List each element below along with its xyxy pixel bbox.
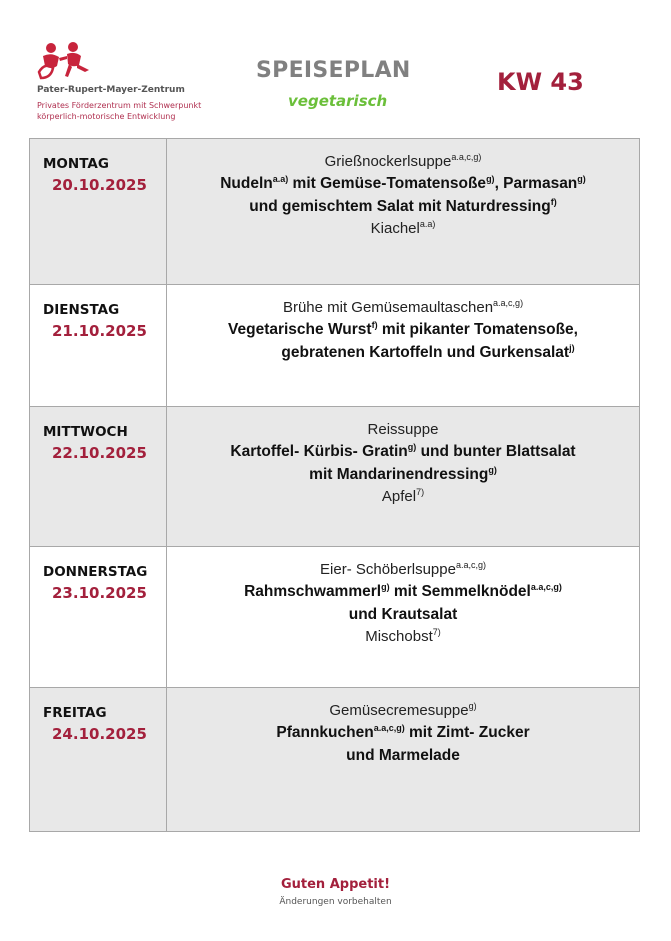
main-course-line1: Vegetarische Wurst$^{f)}$ mit pikanter Tomatensoße, (228, 319, 578, 338)
day-cell (30, 688, 167, 832)
org-subtitle (37, 100, 201, 122)
org-subtitle-line1: Privates Förderzentrum mit Schwerpunkt (37, 101, 202, 110)
day-date: 22.10.2025 (52, 444, 147, 462)
main-course-line1: Pfannkuchen$^{a.a,c,g)}$ mit Zimt- Zucker (276, 722, 530, 741)
dish-cell (167, 139, 640, 285)
page-title: SPEISEPLAN (256, 58, 411, 83)
dish-cell (167, 285, 640, 407)
dish-cell (167, 407, 640, 547)
main-course-line1: Nudeln$^{a.a)}$ mit Gemüse-Tomatensoße$^{g)}$, Parmasan$^{g)}$ (220, 173, 586, 192)
main-course-line2: mit Mandarinendressing$^{g)}$ (309, 464, 497, 483)
main-course-line2: und gemischtem Salat mit Naturdressing$^{f)}$ (249, 196, 557, 215)
soup: Eier- Schöberlsuppe$^{a.a,c,g)}$ (320, 560, 486, 578)
main-course-line2: gebratenen Kartoffeln und Gurkensalat$^{j)}$ (281, 342, 575, 361)
day-cell (30, 407, 167, 547)
menu-table (29, 138, 640, 832)
table-row-thursday (30, 547, 640, 688)
day-cell (30, 139, 167, 285)
soup: Brühe mit Gemüsemaultaschen$^{a.a,c,g)}$ (282, 298, 524, 316)
table-row-monday (30, 139, 640, 285)
main-course-line2: und Krautsalat (348, 606, 458, 623)
dessert: Apfel$^{7)}$ (381, 487, 425, 505)
table-row-friday (30, 688, 640, 832)
table-row-tuesday (30, 285, 640, 407)
footer-greeting: Guten Appetit! (280, 877, 391, 892)
day-name: DIENSTAG (43, 302, 120, 318)
footer-note: Änderungen vorbehalten (279, 897, 392, 907)
day-date: 23.10.2025 (52, 584, 147, 602)
main-course-line1: Kartoffel- Kürbis- Gratin$^{g)}$ und bunter Blattsalat (230, 441, 576, 460)
day-cell (30, 547, 167, 688)
soup: Grießnockerlsuppe$^{a.a,c,g)}$ (324, 152, 482, 170)
day-date: 24.10.2025 (52, 725, 147, 743)
page-subtitle: vegetarisch (288, 92, 388, 110)
day-date: 21.10.2025 (52, 322, 147, 340)
soup: Reissuppe (367, 421, 439, 438)
dish-cell (167, 547, 640, 688)
soup: Gemüsecremesuppe$^{g)}$ (329, 701, 477, 719)
logo (33, 40, 203, 84)
main-course-line1: Rahmschwammerl$^{g)}$ mit Semmelknödel$^{a.a,c,g)}$ (244, 581, 562, 600)
day-name: MONTAG (43, 156, 109, 172)
main-course-line2: und Marmelade (346, 747, 460, 764)
day-name: DONNERSTAG (43, 564, 148, 580)
dish-cell (167, 688, 640, 832)
dessert: Mischobst$^{7)}$ (365, 627, 441, 645)
day-date: 20.10.2025 (52, 176, 147, 194)
table-row-wednesday (30, 407, 640, 547)
day-name: MITTWOCH (43, 424, 128, 440)
org-name: Pater-Rupert-Mayer-Zentrum (37, 85, 185, 95)
day-cell (30, 285, 167, 407)
day-name: FREITAG (43, 705, 107, 721)
dessert: Kiachel$^{a.a)}$ (370, 219, 436, 237)
org-subtitle-line2: körperlich-motorische Entwicklung (37, 112, 176, 121)
week-label: KW 43 (497, 68, 584, 96)
